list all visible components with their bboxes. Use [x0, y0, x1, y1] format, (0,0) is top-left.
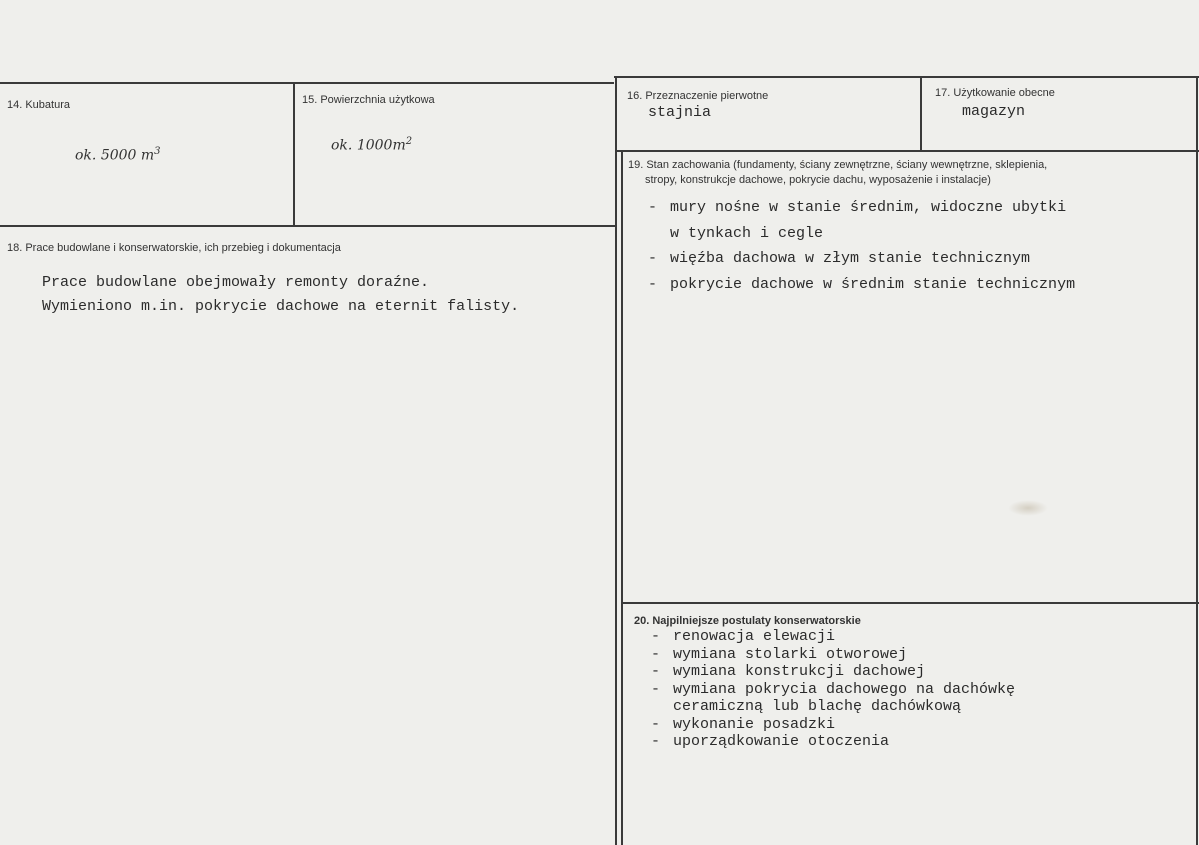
list-item-text: wykonanie posadzki: [673, 715, 836, 733]
field-19-list: [648, 195, 1075, 297]
list-item: [651, 681, 1015, 699]
field-15-value-text: ok. 1000m: [331, 137, 406, 154]
list-item-text: pokrycie dachowe w średnim stanie technicznym: [670, 275, 1076, 293]
list-item: [651, 716, 1015, 734]
list-item: [648, 246, 1075, 272]
list-item: [651, 698, 1015, 716]
paper-stain: [1008, 500, 1048, 516]
rule-above-20: [621, 602, 1199, 604]
list-item: [651, 628, 1015, 646]
field-16-value: stajnia: [648, 104, 712, 121]
rule-under-14-15: [0, 225, 616, 227]
field-19-label-line-1: 19. Stan zachowania (fundamenty, ściany zewnętrzne, ściany wewnętrzne, sklepienia,: [628, 159, 1048, 171]
list-dash: -: [648, 275, 658, 293]
list-dash: -: [648, 199, 658, 216]
field-14-value-text: ok. 5000 m: [75, 147, 155, 164]
top-rule: [0, 82, 614, 84]
list-item: [648, 195, 1075, 221]
list-dash: -: [651, 715, 661, 733]
field-18-line-1: Prace budowlane obejmowały remonty doraźne.: [42, 274, 430, 291]
list-dash: -: [651, 628, 661, 645]
field-15-label: 15. Powierzchnia użytkowa: [302, 94, 435, 106]
field-18-label: 18. Prace budowlane i konserwatorskie, ich przebieg i dokumentacja: [7, 242, 341, 254]
divider-16-17: [920, 77, 922, 150]
list-item: [651, 663, 1015, 681]
list-item-text: więźba dachowa w złym stanie technicznym: [670, 250, 1031, 267]
field-19-label-line-2: stropy, konstrukcje dachowe, pokrycie dachu, wyposażenie i instalacje): [645, 174, 991, 186]
list-item-text: ceramiczną lub blachę dachówkową: [673, 698, 962, 715]
list-item-text: wymiana stolarki otworowej: [673, 645, 908, 663]
list-dash: -: [651, 663, 661, 680]
field-20-list: [651, 628, 1015, 751]
divider-right-inner: [621, 151, 623, 845]
rule-under-16-17: [616, 150, 1199, 152]
divider-left-right: [615, 78, 617, 845]
field-15-value-sup: 2: [405, 136, 413, 147]
field-20-label: 20. Najpilniejsze postulaty konserwatorskie: [634, 615, 861, 627]
divider-14-15: [293, 83, 295, 227]
right-edge: [1196, 77, 1198, 845]
field-14-value: [75, 146, 161, 164]
list-item: [648, 221, 1075, 247]
list-item-text: wymiana konstrukcji dachowej: [673, 663, 926, 680]
field-15-value: [331, 136, 412, 154]
field-14-label: 14. Kubatura: [7, 99, 70, 111]
field-16-label: 16. Przeznaczenie pierwotne: [627, 90, 769, 102]
field-17-label: 17. Użytkowanie obecne: [935, 87, 1055, 99]
list-item-text: uporządkowanie otoczenia: [673, 733, 890, 750]
list-dash: -: [651, 680, 661, 698]
top-rule-right: [614, 76, 1199, 78]
list-item-text: w tynkach i cegle: [670, 224, 824, 242]
list-dash: -: [651, 733, 661, 750]
list-item-text: mury nośne w stanie średnim, widoczne ubytki: [670, 199, 1067, 216]
field-18-line-2: Wymieniono m.in. pokrycie dachowe na eternit falisty.: [42, 298, 520, 315]
list-item: [648, 272, 1075, 298]
list-item-text: renowacja elewacji: [673, 628, 836, 645]
list-item: [651, 646, 1015, 664]
field-14-value-sup: 3: [154, 146, 161, 157]
list-item-text: wymiana pokrycia dachowego na dachówkę: [673, 680, 1016, 698]
field-17-value: magazyn: [962, 103, 1026, 120]
list-dash: -: [651, 645, 661, 663]
list-item: [651, 733, 1015, 751]
list-dash: -: [648, 250, 658, 267]
